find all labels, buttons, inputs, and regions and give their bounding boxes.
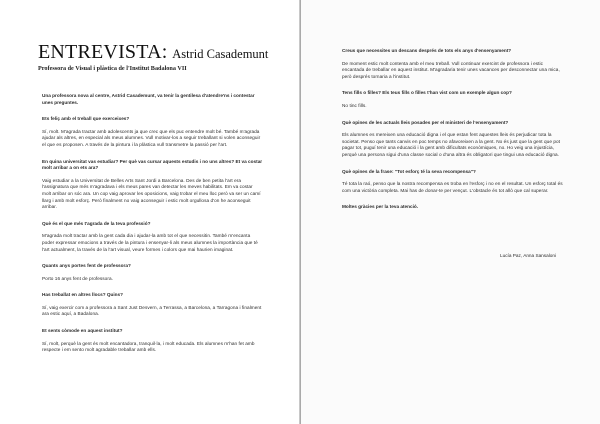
- left-page: [0, 0, 299, 424]
- question: Ets feliç amb el treball que exerceixes?: [42, 116, 130, 122]
- page-title: [38, 42, 278, 64]
- title-main: ENTREVISTA:: [38, 41, 168, 63]
- question: Què és el que més t'agrada de la teva professió?: [42, 220, 151, 226]
- closing-line: Moltes gràcies per la teva atenció.: [342, 204, 419, 210]
- page-subtitle: Professora de Visual i plàstica de l'Institut Badalona VII: [38, 65, 187, 72]
- left-column: [42, 93, 263, 364]
- answer: Sí, molt. M'agrada tractar amb adolescents ja que crec que els puc entendre molt bé. També m'agrada ajudar als altres, en especial als meus alumnes. Vull motivar-los a seguir treballant si volen aconseguir el que es proposen. A través de la pintura i la plàstica vull transmetre la passió per l'art.: [42, 128, 261, 147]
- answer: No tinc fills.: [342, 102, 367, 108]
- question: Et sents còmode en aquest institut?: [42, 328, 123, 334]
- question: En quina universitat vas estudiar? Per què vas cursar aquests estudis i no uns altres? Et va costar molt arribar a on ets ara?: [42, 158, 263, 171]
- answer: Porto 16 anys fent de professora.: [42, 275, 113, 281]
- intro-paragraph: Una professora nova al centre, Astrid Casademunt, va tenir la gentilesa d'atendre'ns i contestar unes preguntes.: [42, 93, 255, 105]
- question: Què opines de la frase: "Tot esforç té la seva recompensa"?: [342, 168, 476, 174]
- answer: Sí, molt, perquè la gent és molt encantadora, tranquil·la, i molt educada. Els alumnes m'han fet amb respecte i em sento molt agradable treballar amb ells.: [42, 340, 255, 353]
- signature: Lucía Paz, Anna Sansaloni: [500, 253, 557, 258]
- right-page: [301, 0, 600, 424]
- question: Creus que necessites un descans després de tots els anys d'ensenyament?: [342, 48, 512, 53]
- title-block: [38, 42, 278, 73]
- answer: De moment estic molt contenta amb el meu treball. Vull continuar exercint de professora i estic encantada de treballar en aquest institut. M'agradaria tenir unes vacances per desconnectar una mica, però després tornaria a l'institut.: [342, 60, 560, 79]
- answer: M'agrada molt tractar amb la gent cada dia i ajudar-la amb tot el que necessitin. També m'encanta poder expressar emocions a través de la pintura i ensenyar-li als meus alumnes la importància que té l'art actualment, la través de la l'art visual, veure formes i colors que mai haurien imaginat.: [42, 233, 258, 252]
- question: Has treballat en altres llocs? Quins?: [42, 292, 124, 298]
- question: Tens fills o filles? Els teus fills o filles t'han vist com un exemple algun cop?: [342, 90, 512, 96]
- title-name: Astrid Casademunt: [172, 47, 269, 61]
- question: Quants anys portes fent de professora?: [42, 263, 131, 269]
- answer: Sí, vaig exercir com a professora a Sant Just Desvern, a Terrassa, a Barcelona, a Tarragona i finalment ara estic aquí, a Badalona.: [42, 304, 262, 317]
- right-column: [342, 48, 564, 211]
- answer: Vaig estudiar a la Universitat de Belles Arts Sant Jordi a Barcelona. Des de ben petita l'art era l'assignatura que més m'agradava i els meus pares van detectar les meves habilitats. Em va costar molt arribar on sóc ara. Un cop vaig aprovar les oposicions, vaig trobar el meu lloc però va ser un camí llarg i amb molt esforç. Però finalment no vaig aconseguir i estic molt orgullosa d'on he aconseguit arribar.: [42, 177, 261, 210]
- answer: Els alumnes es mereixen una educació digna i el que estan fent aquestes lleis és perjudicar tota la societat. Penso que tants canvis en poc temps no afavoreixen a la gent. No és just que la gent que pot pagar tot, puguí tenir una educació i la gent amb dificultats econòmiques, no. Ho veig una injustícia, perquè una persona sigui d'una classe social o d'una altra és obligatori que tingui una educació digna.: [342, 132, 560, 157]
- question: Què opines de les actuals lleis posades per el ministeri de l'ensenyament?: [342, 119, 509, 125]
- answer: Té tota la raó, penso que la nostra recompensa es troba en l'esforç i no en el resultat. Un esforç total és com una victòria completa. Mai has de donar-te per vençut. L'obstacle és tot allò que cal superar.: [342, 181, 563, 193]
